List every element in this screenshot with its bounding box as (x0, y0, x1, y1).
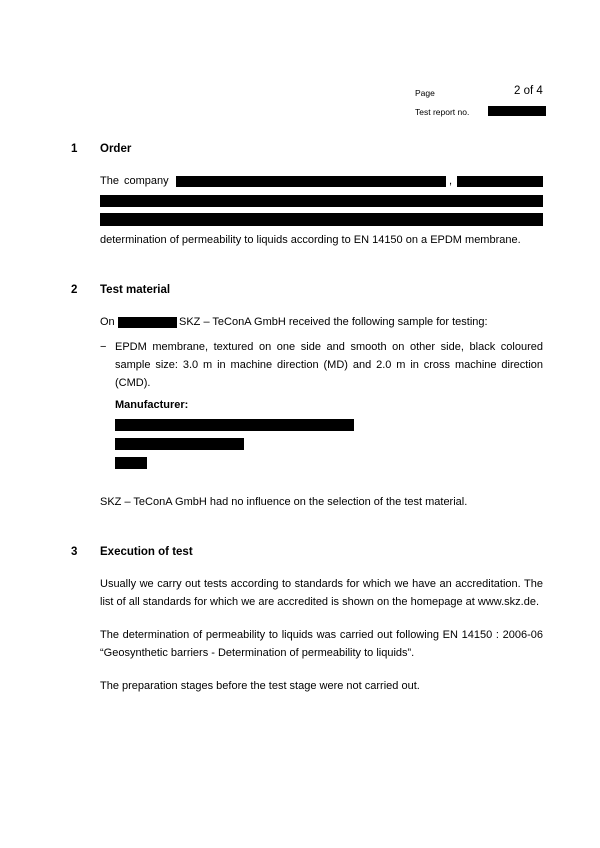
receipt-prefix: On (100, 316, 115, 328)
influence-note: SKZ – TeConA GmbH had no influence on the selection of the test material. (100, 496, 468, 508)
redacted-manufacturer-name (115, 419, 354, 431)
sample-line-3: (CMD). (115, 377, 151, 389)
section-title-test-material: Test material (100, 284, 171, 296)
section-title-order: Order (100, 143, 132, 155)
section-number-2: 2 (71, 284, 78, 296)
page-number: 2 of 4 (514, 85, 543, 97)
redacted-company-location (457, 176, 543, 187)
comma: , (449, 175, 453, 187)
section-number-3: 3 (71, 546, 78, 558)
section-title-execution: Execution of test (100, 546, 193, 558)
section-number-1: 1 (71, 143, 78, 155)
redacted-company-name (176, 176, 446, 187)
bullet-marker: − (100, 341, 107, 353)
redacted-order-line-3 (100, 213, 543, 226)
accreditation-line-1: Usually we carry out tests according to standards for which we have an accreditation. The (100, 578, 543, 590)
preparation-note: The preparation stages before the test stage were not carried out. (100, 680, 420, 692)
redacted-report-number (488, 106, 546, 116)
sample-line-1: EPDM membrane, textured on one side and smooth on other side, black coloured (115, 341, 543, 353)
page-label: Page (415, 88, 435, 98)
standard-paragraph (100, 626, 543, 662)
manufacturer-label: Manufacturer: (115, 399, 189, 411)
redacted-manufacturer-country (115, 457, 147, 469)
sample-line-2: sample size: 3.0 m in machine direction (MD) and 2.0 m in cross machine direction (115, 359, 543, 371)
redacted-order-line-2 (100, 195, 543, 207)
order-closing-text: determination of permeability to liquids according to EN 14150 on a EPDM membrane. (100, 234, 521, 246)
redacted-receipt-date (118, 317, 177, 328)
receipt-text: SKZ – TeConA GmbH received the following sample for testing: (179, 316, 488, 328)
redacted-manufacturer-address (115, 438, 244, 450)
standard-line-2: “Geosynthetic barriers - Determination of permeability to liquids”. (100, 647, 415, 659)
standard-line-1: The determination of permeability to liquids was carried out following EN 14150 : 2006-06 (100, 629, 543, 641)
sample-description (115, 338, 543, 392)
company-prefix: The company (100, 175, 169, 187)
accreditation-line-2: list of all standards for which we are accredited is shown on the homepage at www.skz.de. (100, 596, 540, 608)
accreditation-paragraph (100, 575, 543, 611)
test-report-label: Test report no. (415, 107, 470, 117)
